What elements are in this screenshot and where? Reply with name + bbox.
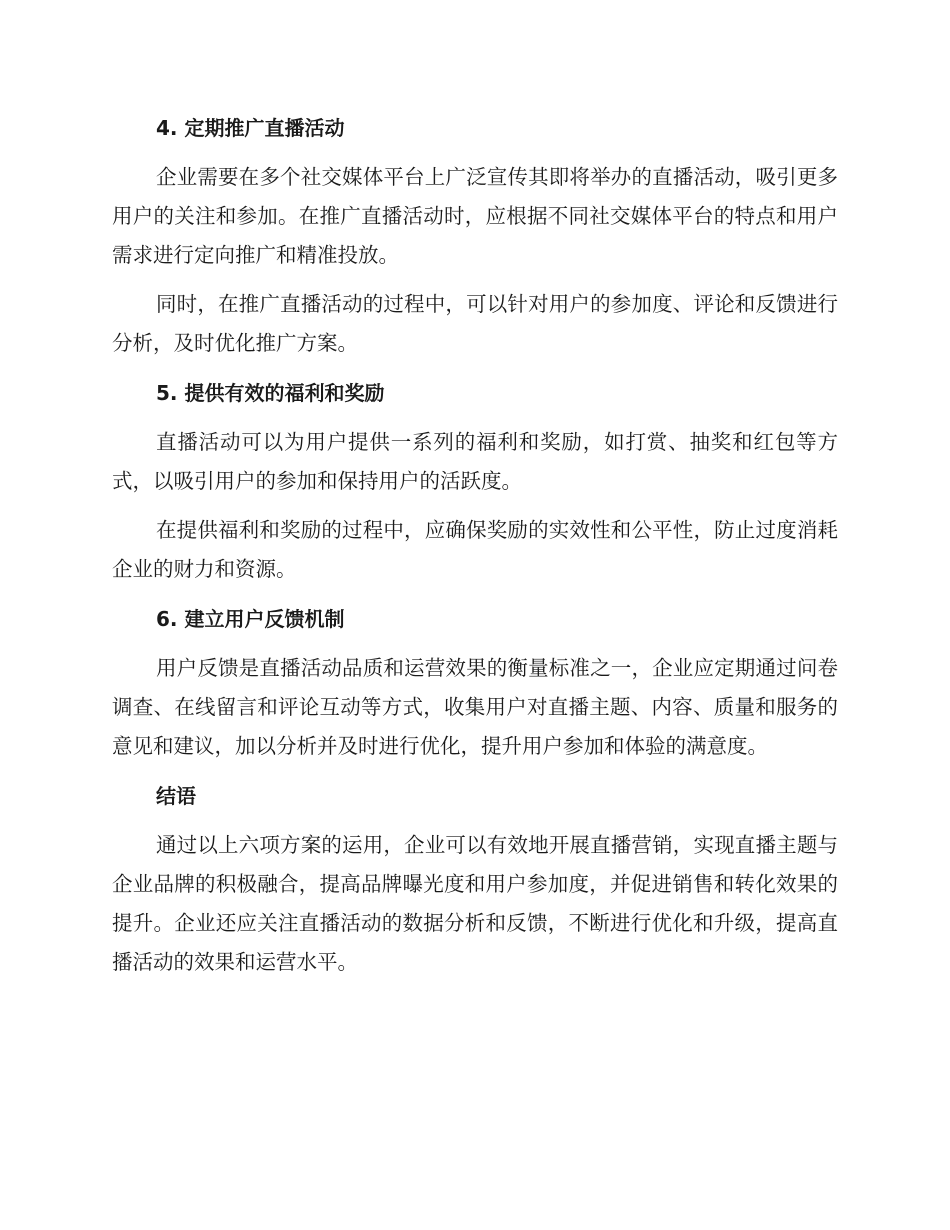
paragraph: 同时，在推广直播活动的过程中，可以针对用户的参加度、评论和反馈进行分析，及时优化推广方案。 <box>112 292 838 355</box>
section-conclusion <box>112 776 838 982</box>
section-heading: 6. 建立用户反馈机制 <box>156 607 345 631</box>
paragraph: 通过以上六项方案的运用，企业可以有效地开展直播营销，实现直播主题与企业品牌的积极融合，提高品牌曝光度和用户参加度，并促进销售和转化效果的提升。企业还应关注直播活动的数据分析和反馈，不断进行优化和升级，提高直播活动的效果和运营水平。 <box>112 833 838 974</box>
paragraph: 企业需要在多个社交媒体平台上广泛宣传其即将举办的直播活动，吸引更多用户的关注和参加。在推广直播活动时，应根据不同社交媒体平台的特点和用户需求进行定向推广和精准投放。 <box>112 165 838 267</box>
document-body <box>112 108 838 992</box>
paragraph: 用户反馈是直播活动品质和运营效果的衡量标准之一，企业应定期通过问卷调查、在线留言和评论互动等方式，收集用户对直播主题、内容、质量和服务的意见和建议，加以分析并及时进行优化，提升用户参加和体验的满意度。 <box>112 656 838 758</box>
section-promote-live-events <box>112 108 838 363</box>
section-heading: 结语 <box>156 784 196 808</box>
paragraph: 直播活动可以为用户提供一系列的福利和奖励，如打赏、抽奖和红包等方式，以吸引用户的参加和保持用户的活跃度。 <box>112 430 838 493</box>
section-benefits-rewards <box>112 373 838 589</box>
section-user-feedback <box>112 599 838 766</box>
section-heading: 4. 定期推广直播活动 <box>156 116 345 140</box>
paragraph: 在提供福利和奖励的过程中，应确保奖励的实效性和公平性，防止过度消耗企业的财力和资源。 <box>112 518 838 581</box>
section-heading: 5. 提供有效的福利和奖励 <box>156 381 385 405</box>
